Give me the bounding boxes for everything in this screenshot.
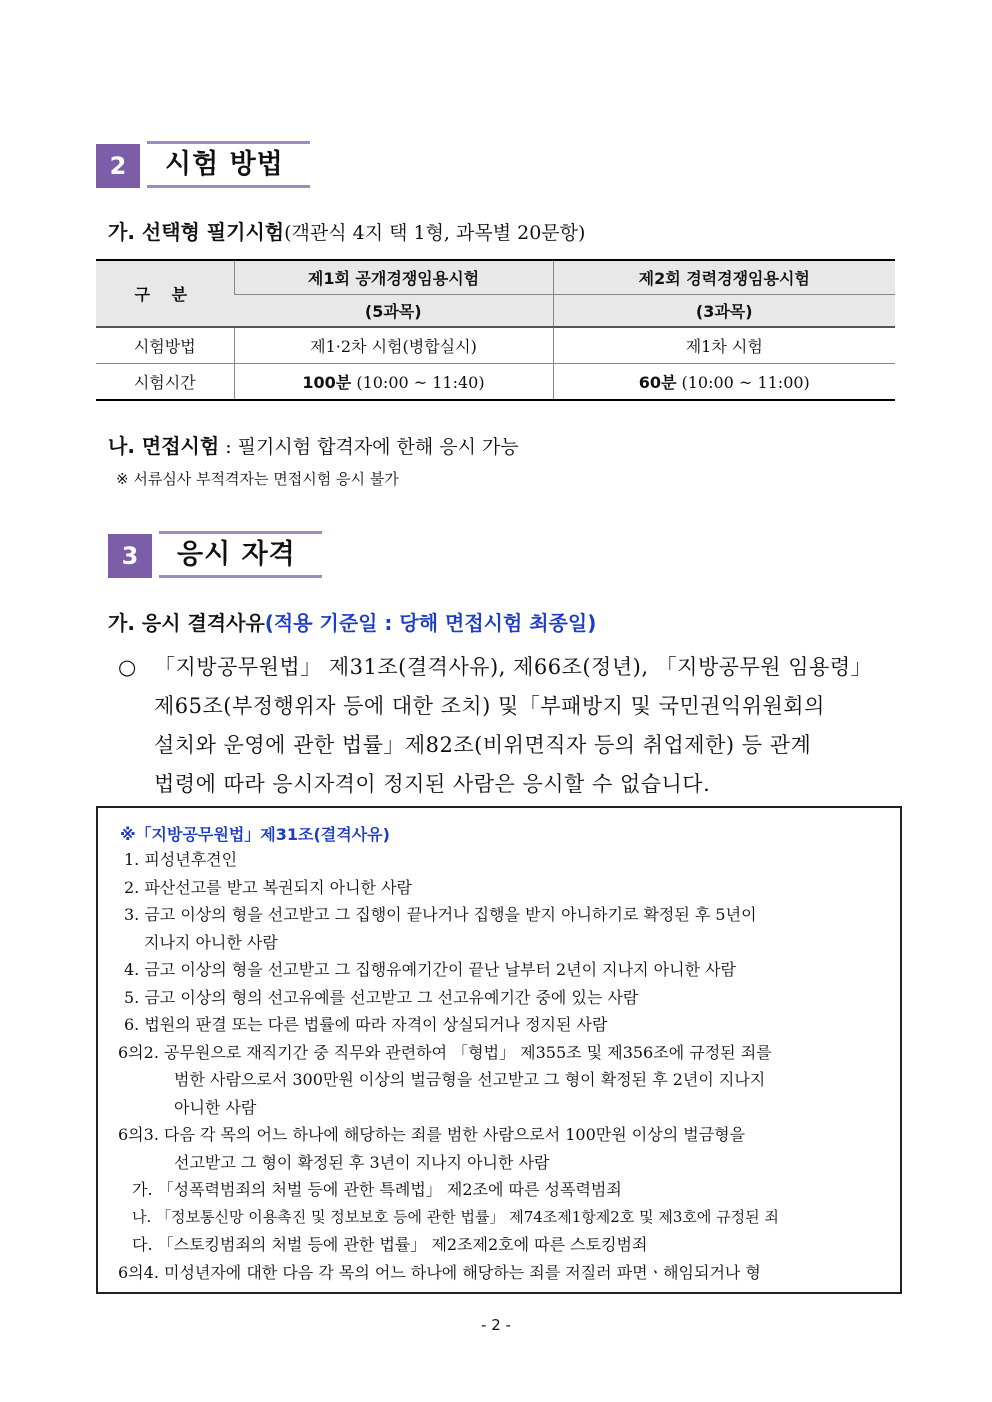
interview-heading-bold: 나. 면접시험 [108,434,220,458]
paragraph-line: 설치와 운영에 관한 법률」제82조(비위면직자 등의 취업제한) 등 관계 [154,733,812,757]
table-row [96,364,895,401]
table-header-open-exam: 제1회 공개경쟁임용시험 [234,260,553,295]
law-excerpt-title: ※「지방공무원법」제31조(결격사유) [120,825,390,844]
table-header-career-subjects: (3과목) [553,295,895,328]
list-item: 5. 금고 이상의 형의 선고유예를 선고받고 그 선고유예기간 중에 있는 사람 [124,987,639,1007]
exam-table [96,259,895,401]
written-exam-heading-bold: 가. 선택형 필기시험 [108,220,285,244]
list-item: 아니한 사람 [174,1097,257,1117]
list-item: 6. 법원의 판결 또는 다른 법률에 따라 자격이 상실되거나 정지된 사람 [124,1015,608,1034]
interview-heading-detail: : 필기시험 합격자에 한해 응시 가능 [219,436,519,458]
list-item: 1. 피성년후견인 [124,850,238,869]
list-item: 6의2. 공무원으로 재직기간 중 직무와 관련하여 「형법」 제355조 및 제356조에 규정된 죄를 [118,1042,772,1062]
section-2-title: 시험 방법 [147,141,310,188]
paragraph-line: 제65조(부정행위자 등에 대한 조치) 및「부패방지 및 국민권익위원회의 [154,694,825,718]
table-row [96,327,895,364]
interview-note: ※ 서류심사 부적격자는 면접시험 응시 불가 [116,470,399,488]
table-header-category: 구 분 [96,260,234,327]
list-item: 2. 파산선고를 받고 복권되지 아니한 사람 [124,877,412,897]
disqualification-heading [108,607,596,636]
list-item: 가. 「성폭력범죄의 처벌 등에 관한 특례법」 제2조에 따른 성폭력범죄 [132,1180,622,1199]
list-item: 선고받고 그 형이 확정된 후 3년이 지나지 아니한 사람 [174,1152,550,1172]
paragraph-line: 법령에 따라 응시자격이 정지된 사람은 응시할 수 없습니다. [154,772,711,796]
law-excerpt-box [96,806,902,1294]
list-item: 3. 금고 이상의 형을 선고받고 그 집행이 끝나거나 집행을 받지 아니하기로 확정된 후 5년이 [124,905,757,924]
written-exam-heading [108,216,585,245]
section-2-number: 2 [96,144,140,188]
written-exam-heading-detail: (객관식 4지 택 1형, 과목별 20문항) [284,222,586,244]
disqualification-paragraph [154,648,902,804]
table-header-career-exam: 제2회 경력경쟁임용시험 [553,260,895,295]
disqualification-heading-bold: 가. 응시 결격사유 [108,611,265,635]
table-cell-career-time: 60분 (10:00 ~ 11:00) [553,364,895,401]
law-excerpt-list [118,846,779,1286]
section-3-title: 응시 자격 [159,531,322,578]
disqualification-reference-date: (적용 기준일 : 당해 면접시험 최종일) [264,611,597,635]
table-row-label: 시험방법 [96,327,234,364]
list-item: 범한 사람으로서 300만원 이상의 벌금형을 선고받고 그 형이 확정된 후 2년이 지나지 [174,1070,766,1089]
list-item: 4. 금고 이상의 형을 선고받고 그 집행유예기간이 끝난 날부터 2년이 지나지 아니한 사람 [124,960,736,979]
list-item: 나. 「정보통신망 이용촉진 및 정보보호 등에 관한 법률」 제74조제1항제2호 및 제3호에 규정된 죄 [132,1207,779,1226]
section-3-number: 3 [108,534,152,578]
table-cell-open-method: 제1·2차 시험(병합실시) [234,327,553,364]
table-header-open-subjects: (5과목) [234,295,553,328]
list-item: 지나지 아니한 사람 [144,932,278,952]
list-item: 6의3. 다음 각 목의 어느 하나에 해당하는 죄를 범한 사람으로서 100만원 이상의 벌금형을 [118,1125,746,1144]
interview-heading [108,430,519,459]
list-item: 6의4. 미성년자에 대한 다음 각 목의 어느 하나에 해당하는 죄를 저질러 파면ㆍ해임되거나 형 [118,1262,761,1282]
page-number: - 2 - [481,1316,511,1334]
table-row-label: 시험시간 [96,364,234,401]
list-item: 다. 「스토킹범죄의 처벌 등에 관한 법률」 제2조제2호에 따른 스토킹범죄 [132,1235,648,1254]
paragraph-line: 「지방공무원법」 제31조(결격사유), 제66조(정년), 「지방공무원 임용령」 [154,655,873,679]
table-cell-open-time: 100분 (10:00 ~ 11:40) [234,364,553,401]
table-cell-career-method: 제1차 시험 [553,327,895,364]
disqualification-bullet: ○ [118,655,137,679]
